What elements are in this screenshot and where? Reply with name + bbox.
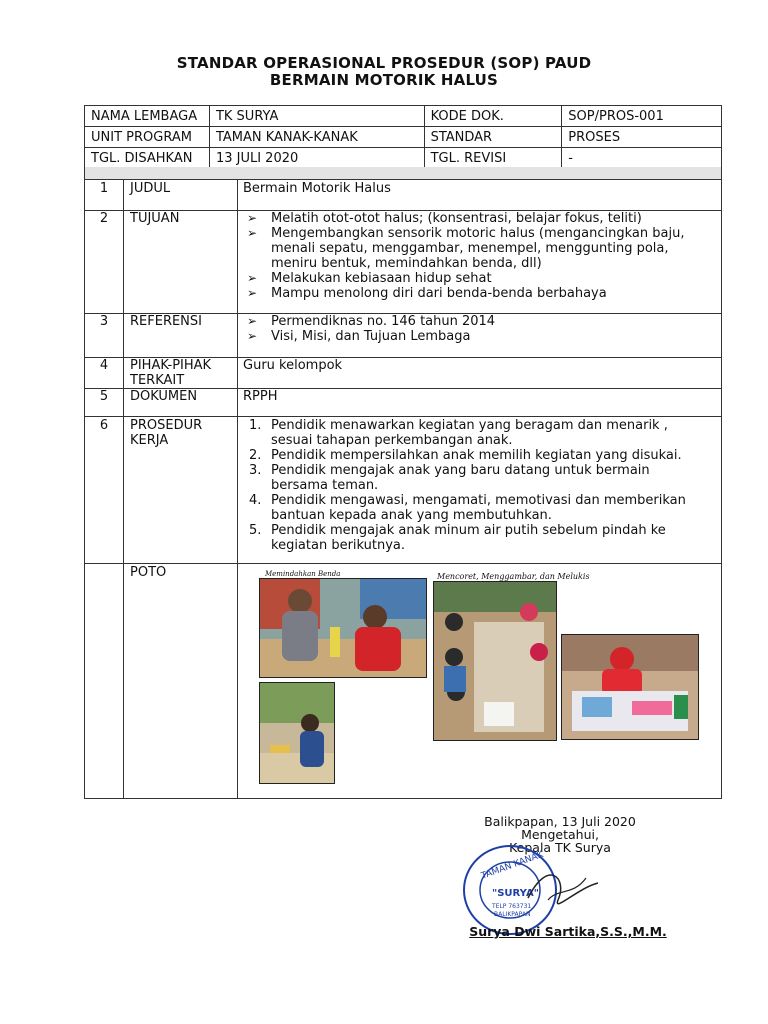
row-label-dokumen: DOKUMEN [130,389,198,404]
activity-photo [259,578,427,678]
step-number: 4. [249,493,262,508]
column-divider [237,180,238,798]
sop-content-table [84,179,722,799]
header-table [84,105,722,169]
header-value: PROSES [562,127,722,148]
drawing-activity-image [434,582,556,740]
svg-text:BALIKPAPAN: BALIKPAPAN [494,911,531,918]
list-item: ➢ Visi, Misi, dan Tujuan Lembaga [243,329,713,344]
column-divider [123,180,124,798]
dokumen-text: RPPH [243,389,278,404]
header-row [85,148,722,169]
header-label: UNIT PROGRAM [85,127,210,148]
referensi-list [243,314,713,344]
painting-activity-image [562,635,698,739]
svg-text:TAMAN KANAK: TAMAN KANAK [480,849,545,882]
header-value: SOP/PROS-001 [562,106,722,127]
header-row [85,106,722,127]
svg-text:"SURYA": "SURYA" [492,888,539,899]
header-label: TGL. REVISI [424,148,562,169]
document-title-line2: BERMAIN MOTORIK HALUS [269,71,499,89]
row-label-poto: POTO [130,565,167,580]
label-line: TERKAIT [130,373,185,388]
sign-place-date: Balikpapan, 13 Juli 2020 [484,814,636,829]
step-number: 1. [249,418,262,433]
row-number: 1 [99,181,109,196]
row-label-referensi: REFERENSI [130,314,202,329]
child-photo-image [260,683,334,783]
row-label-pihak [130,358,240,388]
list-item [243,448,698,463]
activity-photo [259,682,335,784]
list-item [243,463,698,493]
row-label-tujuan: TUJUAN [130,211,180,226]
list-item: ➢ Mampu menolong diri dari benda-benda berbahaya [243,286,713,301]
step-text: Pendidik menawarkan kegiatan yang beragam dan menarik , sesuai tahapan perkembangan anak. [271,418,668,448]
header-value: TK SURYA [209,106,424,127]
step-text: Pendidik mengajak anak minum air putih sebelum pindah ke kegiatan berikutnya. [271,523,666,553]
activity-photo [433,581,557,741]
header-label: KODE DOK. [424,106,562,127]
sign-name: Surya Dwi Sartika,S.S.,M.M. [469,924,667,939]
row-divider [85,416,721,417]
list-item [243,523,698,553]
sign-acknowledged: Mengetahui, [521,827,599,842]
header-label: NAMA LEMBAGA [85,106,210,127]
header-label: TGL. DISAHKAN [85,148,210,169]
document-title-line1: STANDAR OPERASIONAL PROSEDUR (SOP) PAUD [176,54,592,72]
header-label: STANDAR [424,127,562,148]
list-item [243,493,698,523]
header-value: TAMAN KANAK-KANAK [209,127,424,148]
step-text: Pendidik mengajak anak yang baru datang untuk bermain bersama teman. [271,463,650,493]
row-number: 5 [99,389,109,404]
label-line: PIHAK-PIHAK [130,358,212,373]
row-divider [85,563,721,564]
label-line: KERJA [130,433,169,448]
sign-position: Kepala TK Surya [509,840,611,855]
header-value: 13 JULI 2020 [209,148,424,169]
row-number: 6 [99,418,109,433]
row-label-prosedur [130,418,240,448]
step-number: 5. [249,523,262,538]
list-item: ➢ Melatih otot-otot halus; (konsentrasi, belajar fokus, teliti) [243,211,713,226]
pihak-text: Guru kelompok [243,358,343,373]
list-item: ➢ Melakukan kebiasaan hidup sehat [243,271,713,286]
list-item [243,418,698,448]
list-item: ➢ Permendiknas no. 146 tahun 2014 [243,314,713,329]
svg-text:TELP 763731: TELP 763731 [492,903,532,910]
row-number: 3 [99,314,109,329]
step-text: Pendidik mengawasi, mengamati, memotivasi dan memberikan bantuan kepada anak yang membutuhkan. [271,493,686,523]
header-value: - [562,148,722,169]
prosedur-list [243,418,698,553]
activity-photo [561,634,699,740]
step-text: Pendidik mempersilahkan anak memilih kegiatan yang disukai. [271,448,682,463]
judul-text: Bermain Motorik Halus [243,181,391,196]
photo-caption: Mencoret, Menggambar, dan Melukis [437,572,590,581]
header-row [85,127,722,148]
classroom-photo-image [260,579,426,677]
row-label-judul: JUDUL [130,181,171,196]
row-number: 2 [99,211,109,226]
label-line: PROSEDUR [130,418,203,433]
photo-caption: Memindahkan Benda [265,570,341,578]
list-item: ➢ Mengembangkan sensorik motoric halus (mengancingkan baju, menali sepatu, menggambar, menempel, menggunting pola, meniru bentuk, memindahkan benda, dll) [243,226,713,271]
row-number: 4 [99,358,109,373]
step-number: 2. [249,448,262,463]
step-number: 3. [249,463,262,478]
tujuan-list [243,211,713,301]
